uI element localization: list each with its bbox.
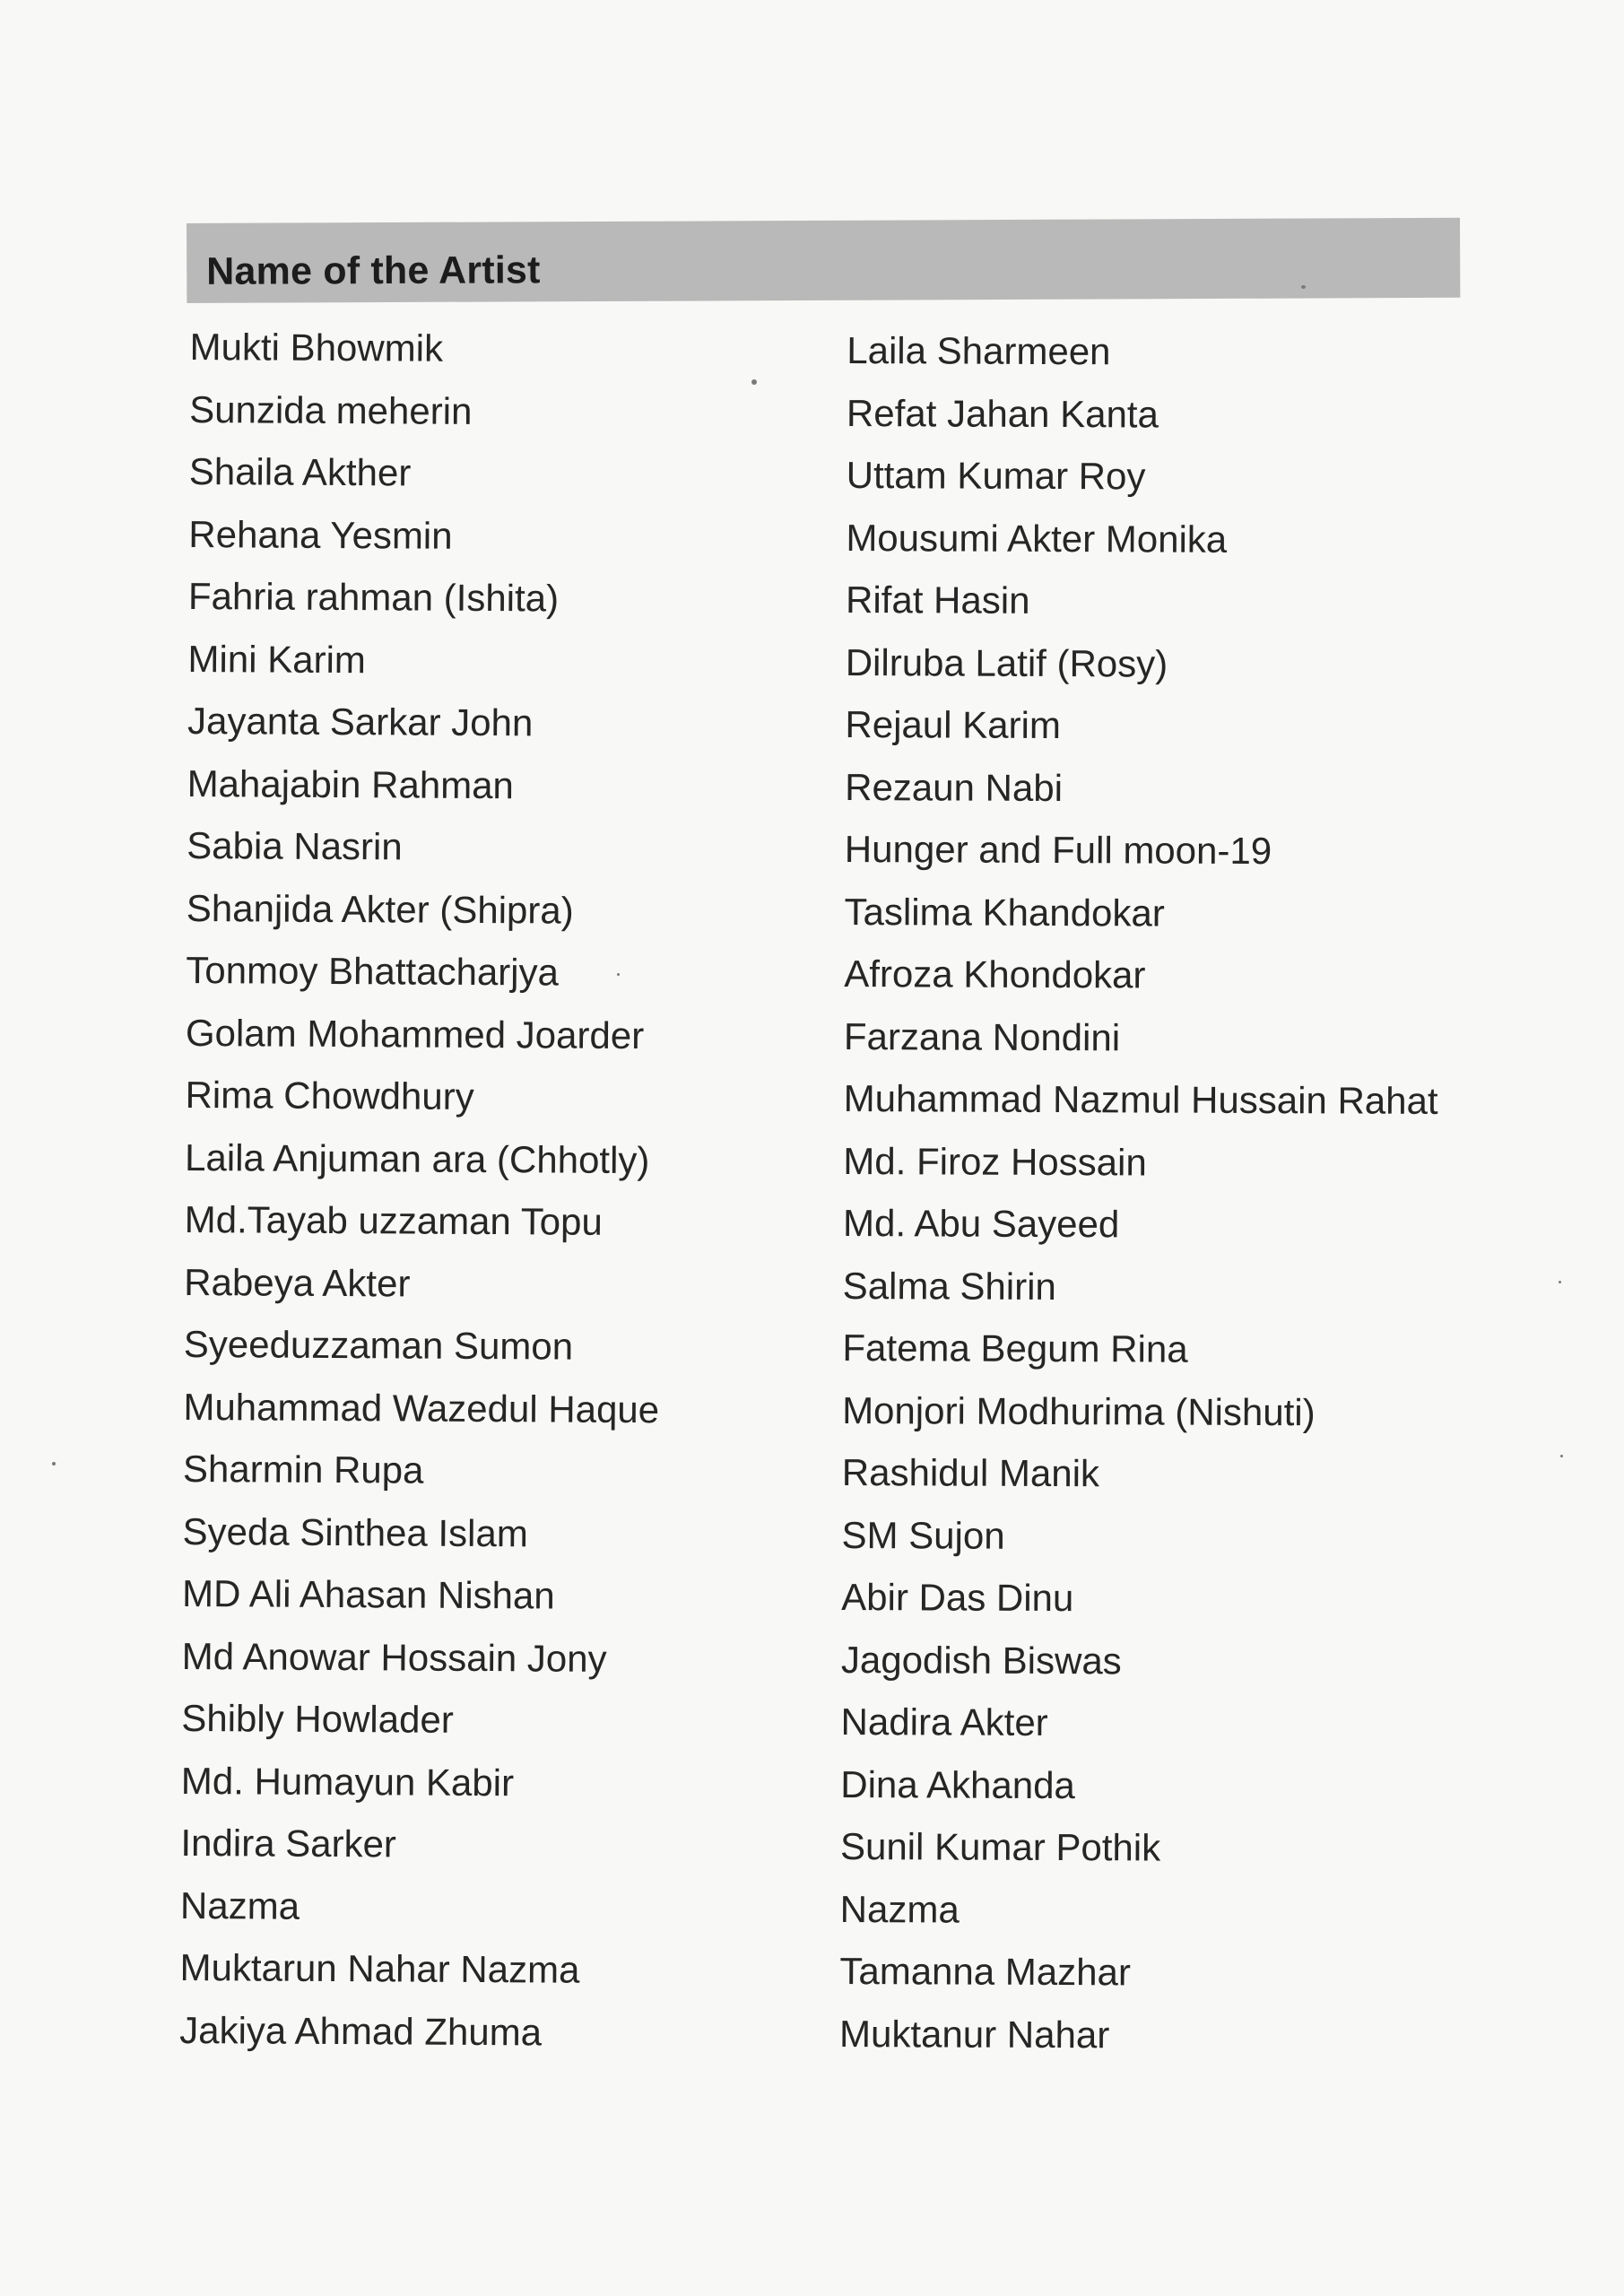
artist-name: Golam Mohammed Joarder — [185, 1011, 645, 1057]
header-band — [187, 218, 1460, 303]
scan-speck — [1559, 1281, 1561, 1283]
artist-name: Rashidul Manik — [841, 1450, 1100, 1495]
artist-name: Nazma — [179, 1883, 300, 1927]
scan-speck — [1560, 1455, 1563, 1457]
artist-name: Dilruba Latif (Rosy) — [845, 640, 1168, 685]
artist-name: Md. Firoz Hossain — [843, 1139, 1147, 1183]
artist-name: Syeeduzzaman Sumon — [183, 1322, 574, 1368]
artist-name: Salma Shirin — [842, 1264, 1056, 1308]
artist-name: Mini Karim — [187, 637, 367, 681]
artist-name: Tamanna Mazhar — [839, 1949, 1132, 1994]
artist-name: Nazma — [839, 1887, 960, 1931]
artist-name: Monjori Modhurima (Nishuti) — [842, 1388, 1316, 1433]
artist-name: Abir Das Dinu — [841, 1575, 1074, 1620]
artist-name: Shaila Akther — [188, 449, 412, 494]
artist-name: Laila Sharmeen — [847, 328, 1111, 373]
artist-name: Jagodish Biswas — [840, 1638, 1122, 1682]
artist-name: Rifat Hasin — [845, 578, 1030, 622]
artist-name: Rezaun Nabi — [845, 765, 1064, 809]
artist-name: Md. Humayun Kabir — [180, 1759, 515, 1804]
artist-name: Sunzida meherin — [189, 387, 473, 432]
artist-name: Taslima Khandokar — [844, 890, 1165, 935]
artist-name: Syeda Sinthea Islam — [182, 1509, 528, 1554]
artist-name: Jayanta Sarkar John — [187, 699, 534, 744]
artist-name: Rejaul Karim — [845, 702, 1061, 747]
artist-name: Shibly Howlader — [181, 1696, 454, 1741]
artist-name: Nadira Akter — [840, 1700, 1048, 1744]
artist-name: Afroza Khondokar — [844, 952, 1146, 996]
artist-name: Rima Chowdhury — [185, 1073, 474, 1118]
artist-name: Sunil Kumar Pothik — [839, 1824, 1161, 1869]
artist-name: Mukti Bhowmik — [189, 325, 444, 370]
artist-name: Muhammad Nazmul Hussain Rahat — [843, 1076, 1438, 1122]
scan-speck — [617, 973, 620, 976]
artist-name: Sabia Nasrin — [187, 823, 403, 868]
artist-name: Refat Jahan Kanta — [846, 391, 1159, 436]
artist-name: Md Anowar Hossain Jony — [181, 1634, 607, 1680]
artist-name: Hunger and Full moon-19 — [844, 827, 1272, 873]
artist-name: MD Ali Ahasan Nishan — [182, 1571, 555, 1617]
artist-name: Fatema Begum Rina — [842, 1326, 1188, 1370]
artist-name: Mousumi Akter Monika — [846, 516, 1228, 561]
section-title: Name of the Artist — [206, 248, 541, 293]
artist-name: Md. Abu Sayeed — [842, 1201, 1120, 1246]
artist-name: Uttam Kumar Roy — [846, 453, 1146, 498]
scan-speck — [1301, 285, 1306, 289]
artist-name: Farzana Nondini — [843, 1014, 1121, 1058]
artist-name: Jakiya Ahmad Zhuma — [179, 2008, 543, 2053]
artist-name: Sharmin Rupa — [182, 1447, 424, 1492]
scan-speck — [751, 379, 757, 385]
artist-name: Rehana Yesmin — [188, 512, 453, 557]
artist-name: Shanjida Akter (Shipra) — [186, 886, 574, 932]
artist-name: Mahajabin Rahman — [187, 761, 515, 806]
scan-speck — [52, 1462, 56, 1465]
artist-name: Indira Sarker — [180, 1821, 397, 1866]
artist-name: Muhammad Wazedul Haque — [183, 1385, 660, 1431]
artist-name: Tonmoy Bhattacharjya — [186, 948, 560, 994]
artist-name: Muktanur Nahar — [839, 2012, 1110, 2056]
artist-name: Md.Tayab uzzaman Topu — [184, 1197, 604, 1243]
artist-name: Rabeya Akter — [184, 1260, 411, 1305]
artist-name: Muktarun Nahar Nazma — [179, 1945, 580, 1991]
artist-name: Fahria rahman (Ishita) — [187, 574, 560, 620]
artist-name: Dina Akhanda — [840, 1762, 1075, 1806]
artist-name: Laila Anjuman ara (Chhotly) — [184, 1135, 650, 1181]
artist-name: SM Sujon — [841, 1513, 1005, 1557]
